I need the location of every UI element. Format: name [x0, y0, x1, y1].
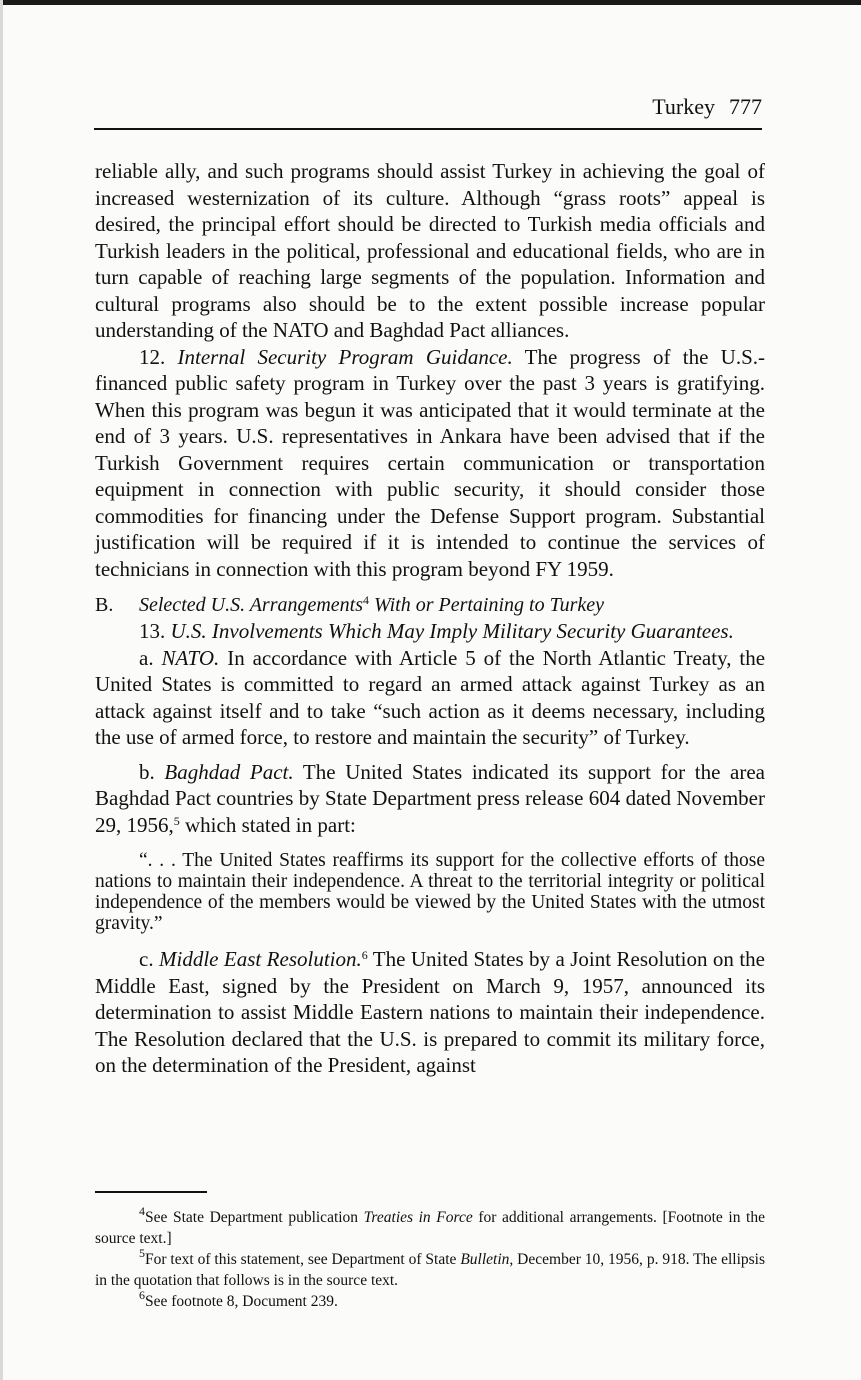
footnote-4 [95, 1204, 765, 1249]
footnote-ref-4: 4 [363, 593, 370, 607]
paragraph-c-title: Middle East Resolution. [159, 947, 362, 971]
paragraph-c [95, 946, 765, 1079]
footnotes [95, 1204, 766, 1312]
paragraph-12 [95, 344, 765, 583]
paragraph-13-title: U.S. Involvements Which May Imply Military Security Guarantees. [170, 619, 734, 643]
footnote-4-text-b: for additional arrangements. [Footnote in the source text.] [95, 1209, 765, 1247]
paragraph-b-label: b. [139, 759, 155, 784]
paragraph-c-text: The United States by a Joint Resolution on the Middle East, signed by the President on March 9, 1957, announced its determination to assist Middle Eastern nations to maintain their independence. The Resolution declared that the U.S. is prepared to commit its military force, on the determination of the President, against [95, 947, 765, 1077]
footnote-5 [95, 1246, 766, 1291]
page-left-edge [0, 0, 3, 1380]
section-b-title-a: Selected U.S. Arrangements [139, 594, 364, 616]
footnote-5-text-b: December 10, 1956, p. 918. The ellipsis in the quotation that follows is in the source text. [95, 1251, 766, 1289]
footnote-4-number: 4 [139, 1204, 145, 1218]
footnote-4-publication: Treaties in Force [363, 1209, 473, 1226]
footnote-5-number: 5 [139, 1246, 145, 1260]
paragraph-b-text-a: The United States indicated its support for the area Baghdad Pact countries by State Department press release 604 dated November 29, 1956, [95, 759, 766, 837]
running-header [94, 94, 762, 130]
footnote-6-number: 6 [139, 1288, 145, 1302]
paragraph-12-text: The progress of the U.S.-financed public safety program in Turkey over the past 3 years is gratifying. When this program was begun it was anticipated that it would terminate at the end of 3 years. U.S. representatives in Ankara have been advised that if the Turkish Government requires certain communication or transportation equipment in connection with public security, it should consider those commodities for financing under the Defense Support program. Substantial justification will be required if it is intended to continue the services of technicians in connection with this program beyond FY 1959. [95, 344, 765, 581]
paragraph-a-title: NATO. [161, 645, 220, 670]
section-b-title-b: With or Pertaining to Turkey [369, 594, 605, 616]
paragraph-b-title: Baghdad Pact. [164, 759, 294, 784]
paragraph-a-label: a. [139, 645, 154, 670]
block-quote: “. . . The United States reaffirms its support for the collective efforts of those nations to maintain their independence. A threat to the territorial integrity or political independence of the members would be viewed by the United States with the utmost gravity.” [95, 850, 765, 934]
footnote-5-publication: Bulletin, [460, 1251, 514, 1268]
paragraph-a-text: In accordance with Article 5 of the North Atlantic Treaty, the United States is committed to regard an armed attack against Turkey as an attack against itself and to take “such action as it deems necessary, including the use of armed force, to restore and maintain the security” of Turkey. [95, 645, 766, 749]
footnote-4-text-a: See State Department publication [145, 1209, 364, 1226]
footnote-ref-5: 5 [173, 813, 180, 828]
footnote-rule [95, 1191, 207, 1193]
paragraph-continued: reliable ally, and such programs should assist Turkey in achieving the goal of increased westernization of its culture. Although “grass roots” appeal is desired, the principal effort should be directed to Turkish media officials and Turkish leaders in the political, professional and educational fields, who are in turn capable of reaching large segments of the population. Information and cultural programs also should be to the extent possible increase popular understanding of the NATO and Baghdad Pact alliances. [95, 159, 765, 342]
footnote-6 [95, 1288, 765, 1312]
paragraph-13 [95, 618, 765, 645]
paragraph-13-number: 13. [139, 619, 166, 643]
header-section-title: Turkey [652, 94, 715, 119]
paragraph-a [95, 645, 765, 751]
footnote-6-text: See footnote 8, Document 239. [145, 1293, 338, 1310]
paragraph-b-text-b: which stated in part: [179, 812, 356, 837]
footnote-5-text-a: For text of this statement, see Department of State [145, 1251, 461, 1268]
page-top-edge [0, 0, 861, 5]
section-b-heading [95, 592, 765, 618]
main-text [95, 158, 765, 1079]
paragraph-c-label: c. [139, 947, 154, 971]
section-b-label: B. [95, 594, 114, 616]
paragraph-12-number: 12. [139, 344, 166, 369]
header-page-number: 777 [729, 94, 762, 119]
paragraph-12-title: Internal Security Program Guidance. [177, 344, 513, 369]
paragraph-b [95, 759, 765, 839]
footnote-ref-6: 6 [361, 948, 368, 962]
